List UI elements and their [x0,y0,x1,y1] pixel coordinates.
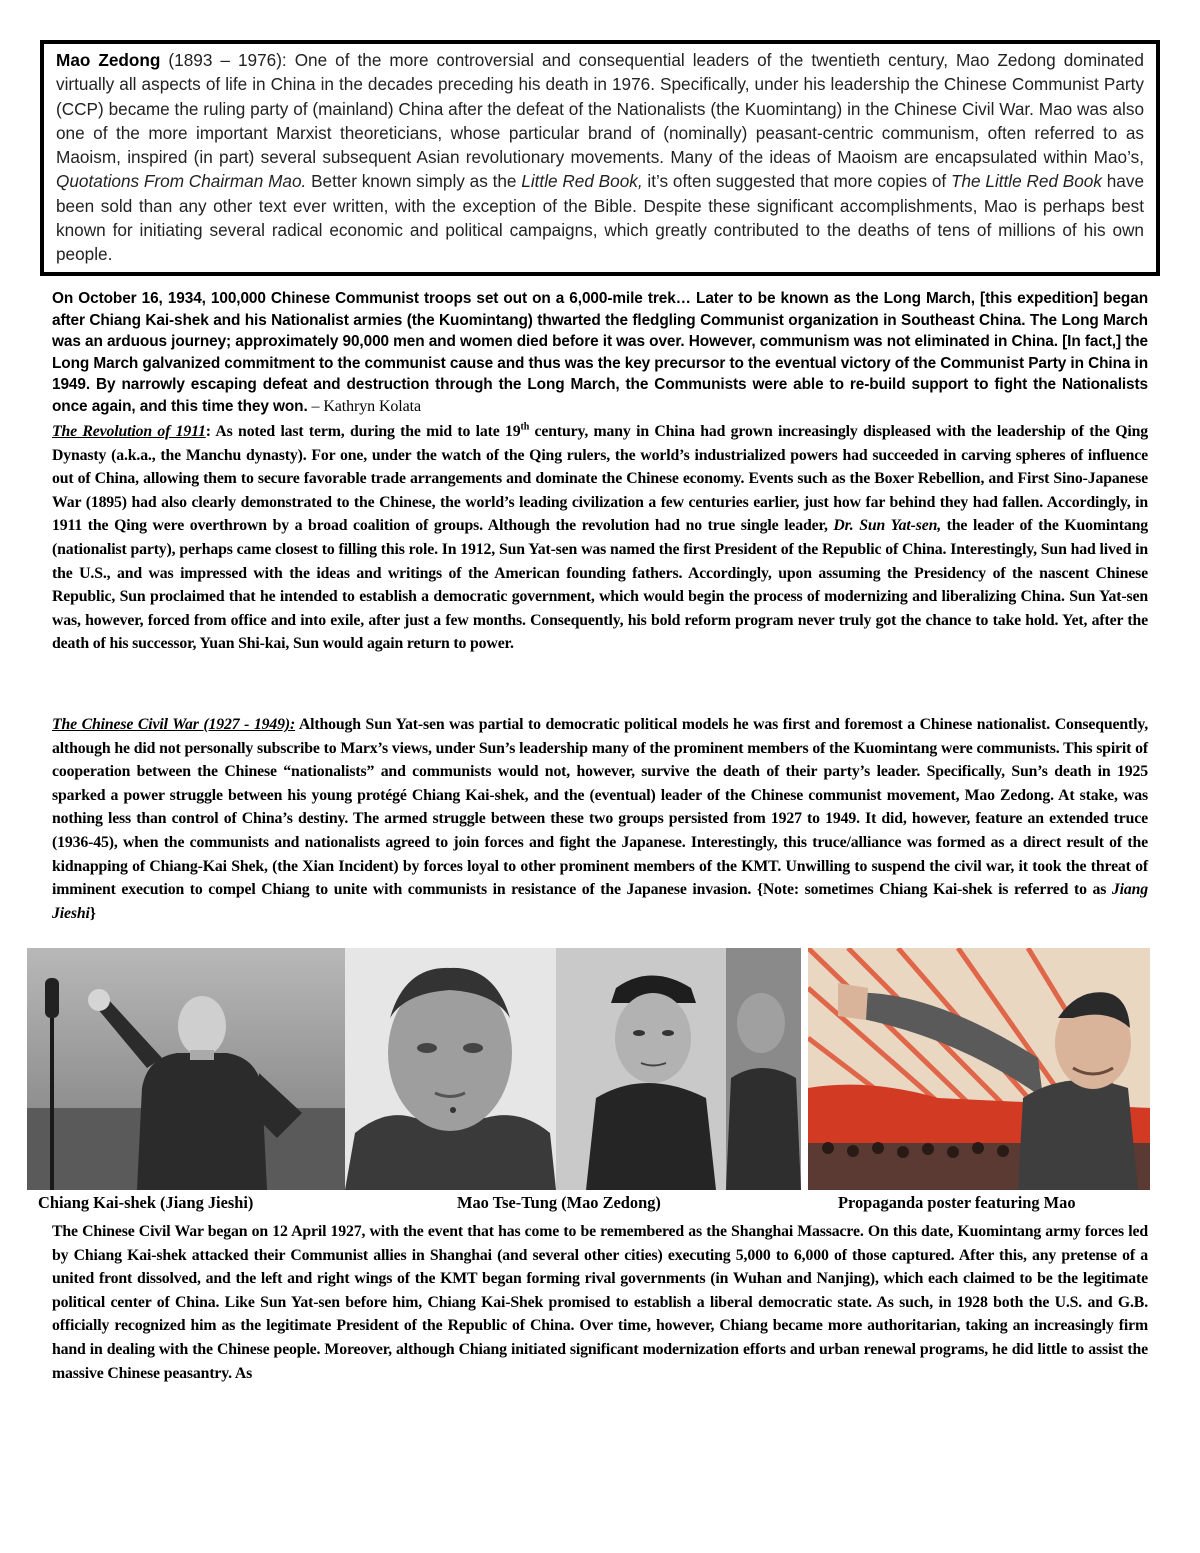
mao-portrait-photo [345,948,556,1190]
paragraph-text: the leader of the Kuomintang (nationalist party), perhaps came closest to filling this role. In 1912, Sun Yat-sen was named the first President of the Republic of China. Interestingly, Sun had lived in the U.S., and was impressed with the ideas and writings of the American founding fathers. Accordingly, upon assuming the Presidency of the nascent Chinese Republic, Sun proclaimed that he intended to establish a democratic government, which would begin the process of modernizing and liberalizing China. Sun Yat-sen was, however, forced from office and into exile, after just a few months. Consequently, his bold reform program never truly got the chance to take hold. Yet, after the death of his successor, Yuan Shi-kai, Sun would again return to power. [52,517,1149,653]
paragraph-text: : As noted last term, during the mid to late 19 [205,423,521,440]
revolution-heading: The Revolution of 1911 [52,423,206,440]
civil-war-heading: The Chinese Civil War (1927 - 1949): [52,716,296,733]
bio-name: Mao Zedong [56,50,161,70]
paragraph-text: century, many in China had grown increasingly displeased with the leadership of the Qing Dynasty (a.k.a., the Manchu dynasty). For one, under the watch of the Qing rulers, the world’s industrialized powers had succeeded in carving spheres of influence out of China, allowing them to secure favorable trade arrangements and dominate the Chinese economy. Events such as the Boxer Rebellion, and First Sino-Japanese War (1895) had also clearly demonstrated to the Chinese, the world’s leading civilization a few centuries earlier, just how far behind they had fallen. Accordingly, in 1911 the Qing were overthrown by a broad coalition of groups. Although the revolution had no true single leader, [52,423,1148,535]
caption-mao-tse-tung: Mao Tse-Tung (Mao Zedong) [457,1193,661,1212]
propaganda-poster-image [808,948,1150,1190]
mao-with-soldiers-photo [556,948,801,1190]
long-march-quote [52,288,1148,418]
jiang-jieshi-name: Jiang Jieshi [52,881,1148,922]
bio-text: Better known simply as the [306,171,522,192]
paragraph-text: } [89,904,96,922]
sun-yat-sen-name: Dr. Sun Yat-sen, [833,517,942,535]
revolution-1911-paragraph [52,420,1148,656]
bio-little-red-book: Little Red Book, [521,171,643,192]
mao-bio-box [40,40,1160,276]
quote-text: On October 16, 1934, 100,000 Chinese Communist troops set out on a 6,000-mile trek… Later to be known as the Long March, [this expedition] began after Chiang Kai-shek and his Nationalist armies (the Kuomintang) thwarted the fledgling Communist organization in Southeast China. The Long March was an arduous journey; approximately 90,000 men and women died before it was over. However, communism was not eliminated in China. [In fact,] the Long March galvanized commitment to the communist cause and thus was the key precursor to the eventual victory of the Communist Party in China in 1949. By narrowly escaping defeat and destruction through the Long March, the Communists were able to re-build support to fight the Nationalists once again, and this time they won. [52,290,1148,415]
superscript: th [520,421,530,433]
paragraph-text: Although Sun Yat-sen was partial to democratic political models he was first and foremost a Chinese nationalist. Consequently, although he did not personally subscribe to Marx’s views, under Sun’s leadership many of the prominent members of the Kuomintang were communists. This spirit of cooperation between the Chinese “nationalists” and communists would not, however, survive the death of their party’s leader. Specifically, Sun’s death in 1925 sparked a power struggle between his young protégé Chiang Kai-shek, and the (eventual) leader of the Chinese communist movement, Mao Zedong. At stake, was nothing less than control of China’s destiny. The armed struggle between these two groups persisted from 1927 to 1949. It did, however, feature an extended truce (1936-45), when the communists and nationalists agreed to join forces and fight the Japanese. Interestingly, this truce/alliance was formed as a direct result of the kidnapping of Chiang-Kai Shek, (the Xian Incident) by forces loyal to other prominent members of the KMT. Unwilling to suspend the civil war, it took the threat of imminent execution to compel Chiang to unite with communists in resistance of the Japanese invasion. {Note: sometimes Chiang Kai-shek is referred to as [52,716,1148,899]
chiang-kai-shek-photo [27,948,345,1190]
bio-little-red-book-title: The Little Red Book [950,171,1102,192]
shanghai-massacre-paragraph: The Chinese Civil War began on 12 April 1927, with the event that has come to be remembered as the Shanghai Massacre. On this date, Kuomintang army forces led by Chiang Kai-shek attacked their Communist allies in Shanghai (and several other cities) executing 5,000 to 6,000 of those captured. After this, any pretense of a united front dissolved, and the left and right wings of the KMT began forming rival governments (in Wuhan and Nanjing), which each claimed to be the legitimate political center of China. Like Sun Yat-sen before him, Chiang Kai-Shek promised to establish a liberal democratic state. As such, in 1928 both the U.S. and G.B. officially recognized him as the legitimate President of the Republic of China. Over time, however, Chiang became more authoritarian, taking an increasingly firm hand in dealing with the Chinese people. Moreover, although Chiang initiated significant modernization efforts and urban renewal programs, he did little to assist the massive Chinese peasantry. As [52,1223,1148,1382]
civil-war-paragraph [52,713,1148,925]
quote-author: – Kathryn Kolata [307,397,422,415]
bio-text: have been sold than any other text ever written, with the exception of the Bible. Despite these significant accomplishments, Mao is perhaps best known for initiating several radical economic and political campaigns, which greatly contributed to the deaths of tens of millions of his own people. [56,171,1145,265]
bio-quotations-title: Quotations From Chairman Mao. [56,171,307,192]
caption-chiang-kai-shek: Chiang Kai-shek (Jiang Jieshi) [38,1193,254,1212]
caption-propaganda-poster: Propaganda poster featuring Mao [838,1193,1076,1212]
bio-text: it’s often suggested that more copies of [642,171,951,192]
bio-text: (1893 – 1976): One of the more controversial and consequential leaders of the twentieth century, Mao Zedong dominated virtually all aspects of life in China in the decades preceding his death in 1976. Specifically, under his leadership the Chinese Communist Party (CCP) became the ruling party of (mainland) China after the defeat of the Nationalists (the Kuomintang) in the Chinese Civil War. Mao was also one of the more important Marxist theoreticians, whose particular brand of (nominally) peasant-centric communism, often referred to as Maoism, inspired (in part) several subsequent Asian revolutionary movements. Many of the ideas of Maoism are encapsulated within Mao’s, [56,50,1144,168]
